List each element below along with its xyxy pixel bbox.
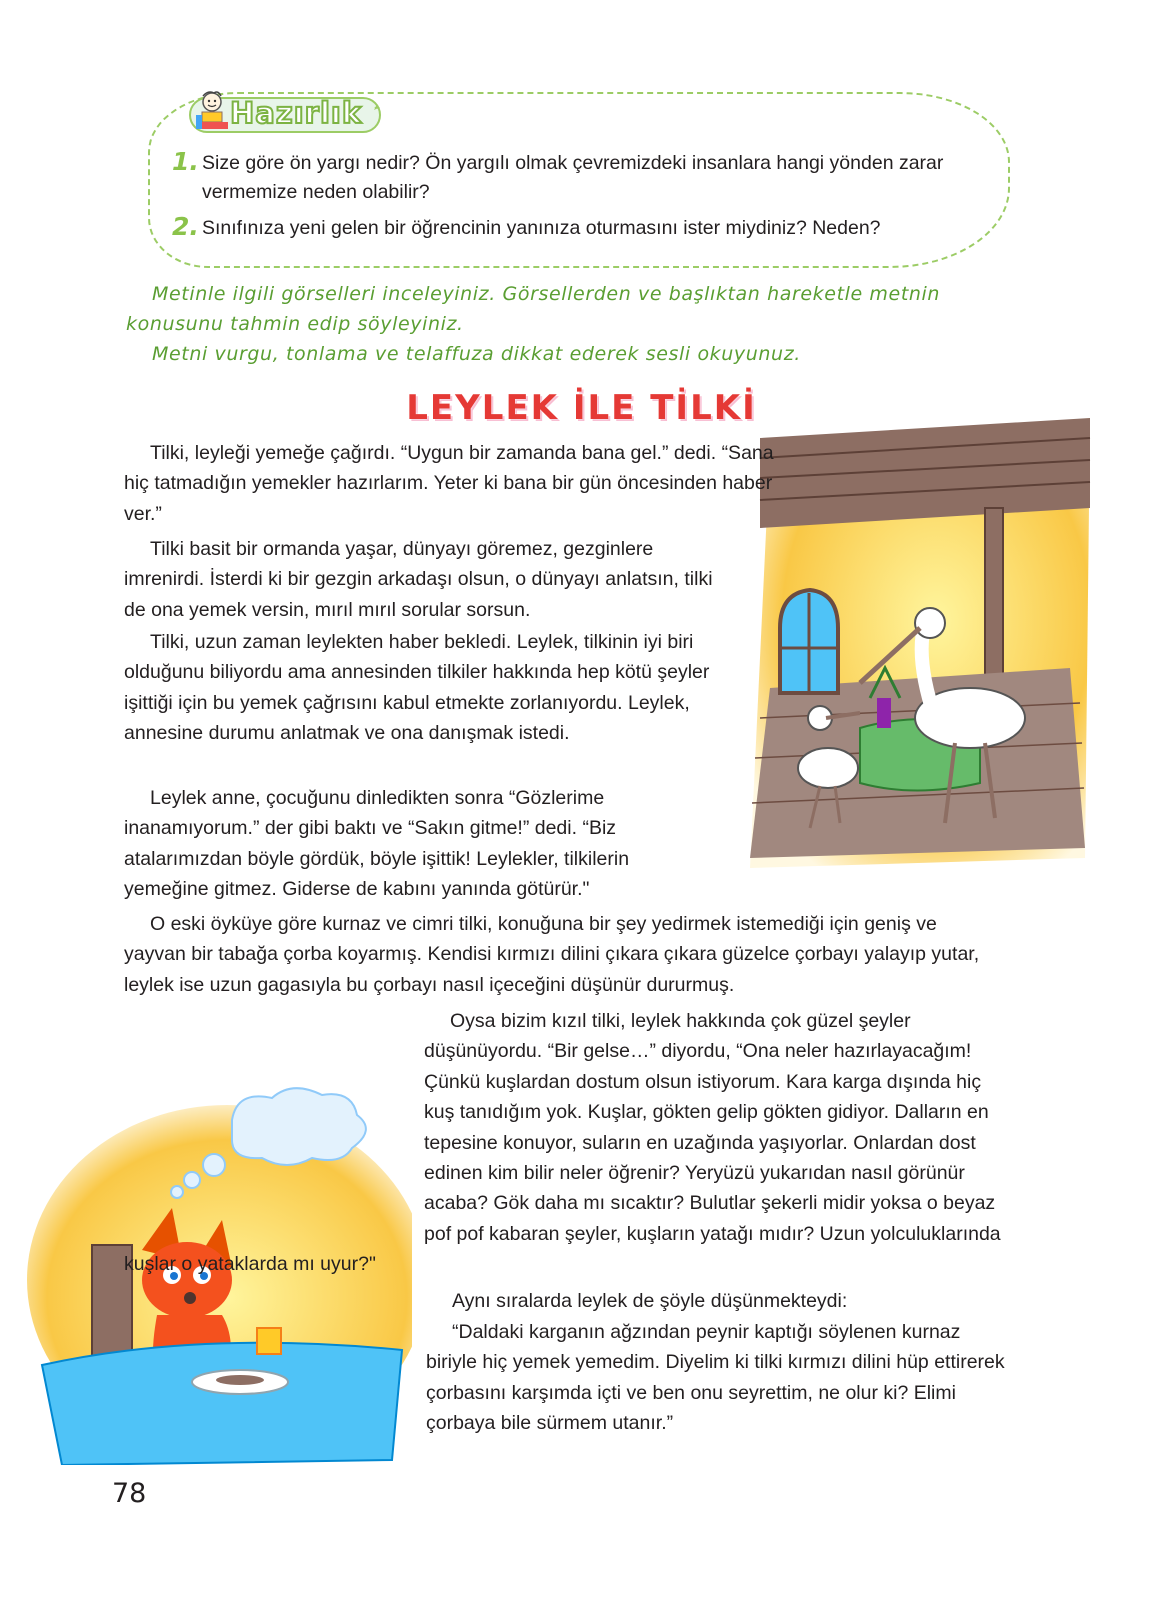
story-title: LEYLEK İLE TİLKİ	[406, 388, 757, 428]
story-paragraph-7: Aynı sıralarda leylek de şöyle düşünmekteydi:	[452, 1290, 848, 1312]
question-text: Sınıfınıza yeni gelen bir öğrencinin yanınıza oturmasını ister miydiniz? Neden?	[202, 217, 881, 239]
story-paragraph-2: Tilki basit bir ormanda yaşar, dünyayı göremez, gezginlere imrenirdi. İsterdi ki bir gezgin arkadaşı olsun, o dünyayı anlatsın, tilki de ona yemek versin, mırıl mırıl sorular sorsun.	[124, 538, 713, 621]
question-number: 2.	[172, 212, 199, 241]
instruction-1: Metinle ilgili görselleri inceleyiniz. Görsellerden ve başlıktan hareketle metnin konusunu tahmin edip söyleyiniz.	[126, 283, 941, 335]
instruction-2: Metni vurgu, tonlama ve telaffuza dikkat ederek sesli okuyunuz.	[152, 343, 801, 365]
story-paragraph-8: “Daldaki karganın ağzından peynir kaptığı söylenen kurnaz biriyle hiç yemek yemedim. Diyelim ki tilki kırmızı dilini hüp ettirerek çorbasını karşımda içti ve ben onu seyrettim, ne olur ki? Elimi çorbaya bile sürmem utanır.”	[426, 1321, 1005, 1435]
question-number: 1.	[172, 147, 199, 176]
story-paragraph-6: Oysa bizim kızıl tilki, leylek hakkında çok güzel şeyler düşünüyordu. “Bir gelse…” diyordu, “Ona neler hazırlayacağım! Çünkü kuşlardan dostum olsun istiyorum. Kara karga dışında hiç kuş tanıdığım yok. Kuşlar, gökten gelip gökten gidiyor. Dalların en tepesine konuyor, suların en uzağında yaşıyorlar. Onlardan dost edinen kim bilir neler öğrenir? Yeryüzü yukarıdan nasıl görünür acaba? Gök daha mı sıcaktır? Bulutlar şekerli midir yoksa o beyaz pof pof kabaran şeyler, kuşların yatağı mıdır? Uzun yolculuklarında kuşlar o yataklarda mı uyur?"	[124, 1010, 1001, 1276]
story-paragraph-1: Tilki, leyleği yemeğe çağırdı. “Uygun bir zamanda bana gel.” dedi. “Sana hiç tatmadığın yemekler hazırlarım. Yeter ki bana bir gün öncesinden haber ver.”	[124, 442, 774, 525]
story-paragraph-5: O eski öyküye göre kurnaz ve cimri tilki, konuğuna bir şey yedirmek istemediği için geniş ve yayvan bir tabağa çorba koyarmış. Kendisi kırmızı dilini çıkara çıkara güzelce çorbayı yalayıp yutar, leylek ise uzun gagasıyla bu çorbayı nasıl içeceğini düşünür dururmuş.	[124, 913, 980, 996]
preparation-badge	[188, 88, 388, 136]
story-paragraph-3: Tilki, uzun zaman leylekten haber bekledi. Leylek, tilkinin iyi biri olduğunu biliyordu ama annesinden tilkiler hakkında hep kötü şeyler işittiği için bu yemek çağrısını kabul etmekte zorlanıyordu. Leylek, annesine durumu anlatmak ve ona danışmak istedi.	[124, 631, 710, 745]
story-paragraph-4: Leylek anne, çocuğunu dinledikten sonra “Gözlerime inanamıyorum.” der gibi baktı ve “Sakın gitme!” dedi. “Biz atalarımızdan böyle gördük, böyle işittik! Leylekler, tilkilerin yemeğine gitmez. Giderse de kabını yanında götürür."	[124, 787, 630, 901]
page-number: 78	[112, 1478, 147, 1509]
preparation-badge-label: Hazırlık	[230, 96, 363, 130]
storks-illustration	[740, 418, 1095, 878]
question-text: Size göre ön yargı nedir? Ön yargılı olmak çevremizdeki insanlara hangi yönden zarar vermemize neden olabilir?	[202, 152, 944, 203]
